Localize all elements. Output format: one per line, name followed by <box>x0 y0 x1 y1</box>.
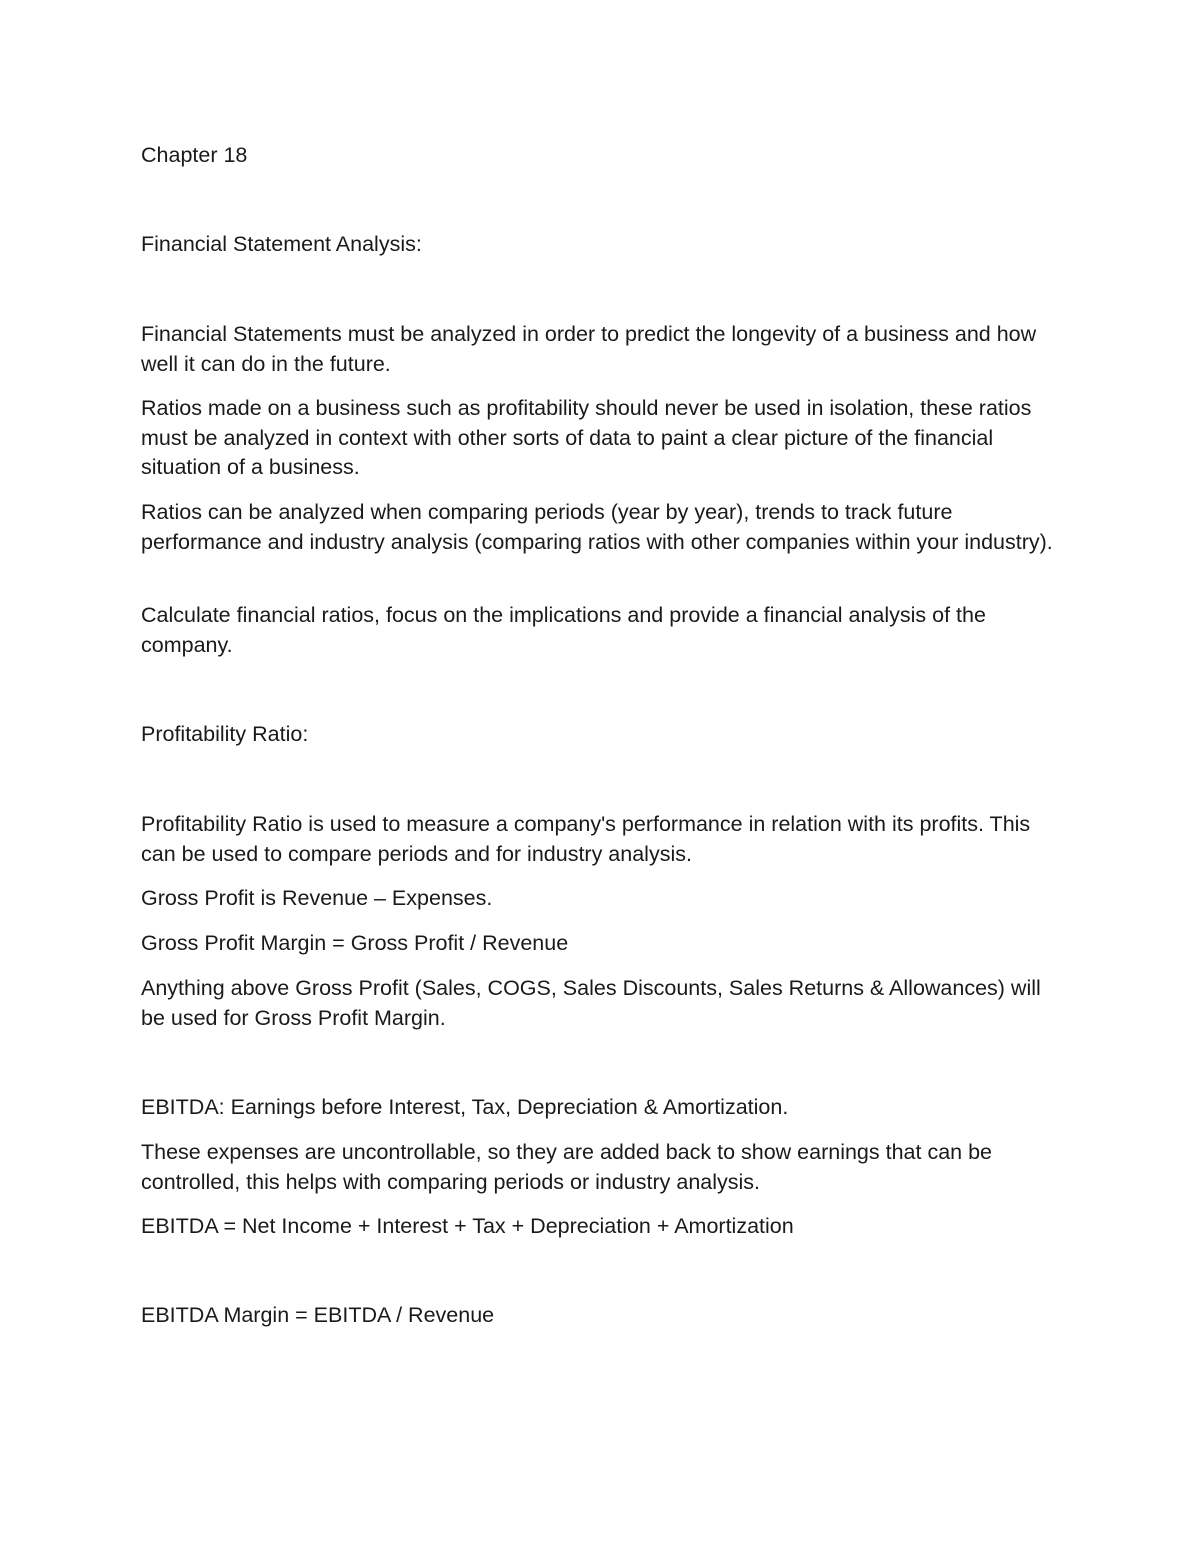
paragraph-above-gross-profit: Anything above Gross Profit (Sales, COGS, Sales Discounts, Sales Returns & Allowances) will be used for Gross Profit Margin. <box>141 976 1041 1030</box>
section-heading-profitability-ratio: Profitability Ratio: <box>141 722 309 746</box>
paragraph-ratios-isolation: Ratios made on a business such as profitability should never be used in isolation, these ratios must be analyzed in context with other sorts of data to paint a clear picture of the financial situation of a business. <box>141 396 1032 479</box>
paragraph-gross-profit: Gross Profit is Revenue – Expenses. <box>141 886 493 910</box>
paragraph-uncontrollable-expenses: These expenses are uncontrollable, so they are added back to show earnings that can be controlled, this helps with comparing periods or industry analysis. <box>141 1140 992 1194</box>
section-heading-financial-statement-analysis: Financial Statement Analysis: <box>141 232 422 256</box>
paragraph-calculate-ratios: Calculate financial ratios, focus on the implications and provide a financial analysis of the company. <box>141 603 986 657</box>
paragraph-ebitda-definition: EBITDA: Earnings before Interest, Tax, Depreciation & Amortization. <box>141 1095 789 1119</box>
paragraph-profitability-definition: Profitability Ratio is used to measure a company's performance in relation with its profits. This can be used to compare periods and for industry analysis. <box>141 812 1031 866</box>
chapter-title: Chapter 18 <box>141 143 248 167</box>
formula-ebitda: EBITDA = Net Income + Interest + Tax + Depreciation + Amortization <box>141 1214 794 1238</box>
formula-gross-profit-margin: Gross Profit Margin = Gross Profit / Revenue <box>141 931 569 955</box>
paragraph-longevity: Financial Statements must be analyzed in order to predict the longevity of a business and how well it can do in the future. <box>141 322 1037 376</box>
paragraph-ratios-comparing: Ratios can be analyzed when comparing periods (year by year), trends to track future performance and industry analysis (comparing ratios with other companies within your industry). <box>141 500 1053 554</box>
formula-ebitda-margin: EBITDA Margin = EBITDA / Revenue <box>141 1303 495 1327</box>
